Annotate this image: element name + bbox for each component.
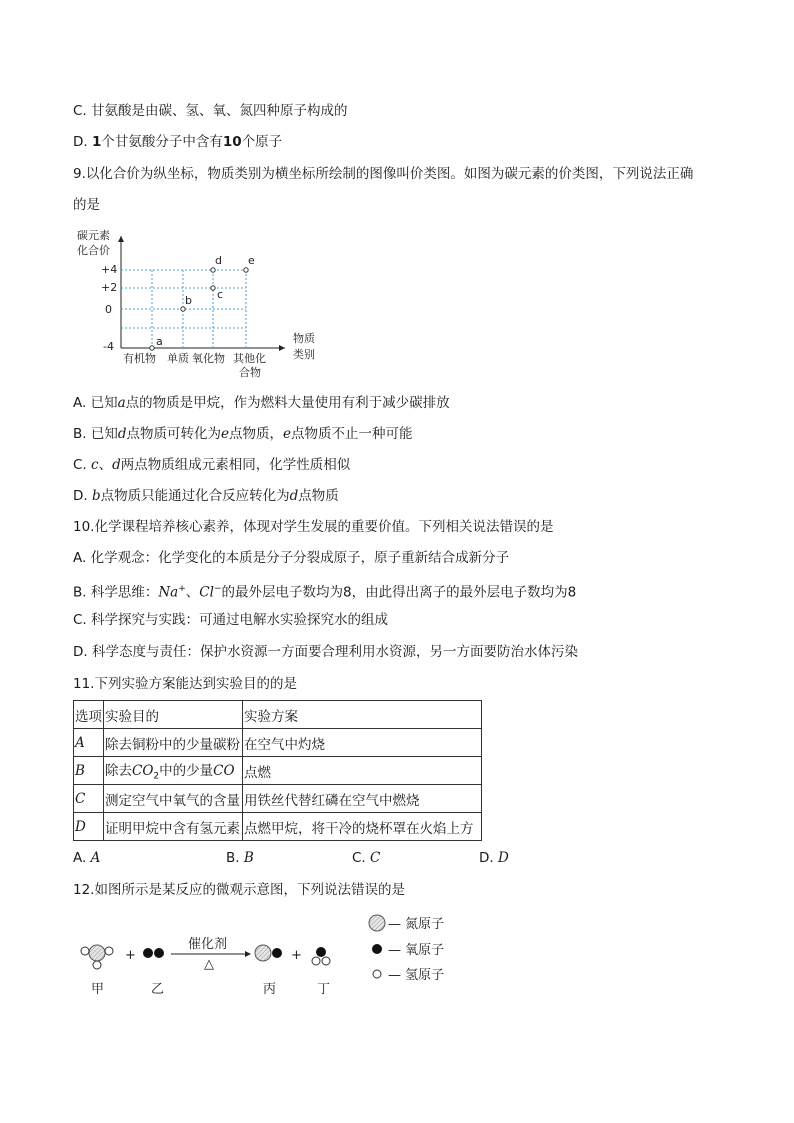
y-axis-label-1: 碳元素	[77, 229, 110, 242]
cell-text: 除去	[105, 763, 132, 780]
table-row	[74, 813, 482, 841]
option-text: A.	[73, 850, 91, 866]
option-text: C.	[352, 850, 371, 866]
molecule-label: 丙	[263, 982, 277, 997]
oxygen-atom	[143, 948, 153, 958]
table-header-row	[74, 701, 482, 729]
oxygen-atom	[272, 948, 282, 958]
point-ref: d	[117, 426, 127, 442]
q12-stem: 12.如图所示是某反应的微观示意图，下列说法错误的是	[73, 882, 405, 898]
legend-label: — 氧原子	[388, 943, 445, 958]
q9-option-d	[73, 486, 339, 506]
nitrogen-atom-legend-icon	[369, 915, 385, 931]
chart-svg	[73, 226, 333, 386]
q10-option-b	[73, 579, 576, 603]
q10-stem: 10.化学课程培养核心素养，体现对学生发展的重要价值。下列相关说法错误的是	[73, 519, 554, 535]
option-text: D.	[479, 850, 498, 866]
reaction-diagram	[73, 905, 493, 1005]
chart-points	[150, 254, 255, 350]
y-axis-label-2: 化合价	[77, 244, 110, 257]
table-cell-purpose: 测定空气中氧气的含量	[104, 785, 243, 813]
formula: CO	[213, 763, 235, 780]
option-prefix: D.	[73, 134, 92, 150]
hydrogen-atom	[312, 957, 320, 965]
data-point-d	[211, 268, 215, 272]
nitrogen-atom	[255, 945, 271, 961]
formula-subscript: 2	[153, 771, 160, 782]
ion-formula: Na	[158, 584, 179, 601]
option-text: 点物质可转化为	[126, 426, 222, 442]
x-category-label: 氧化物	[192, 352, 225, 365]
y-tick-label: 0	[105, 303, 112, 316]
table-row	[74, 785, 482, 813]
x-category-label: 单质	[167, 352, 189, 365]
molecule-jia	[81, 945, 113, 969]
table-cell-plan: 点燃	[243, 757, 482, 785]
q9-stem-line2: 的是	[73, 197, 100, 213]
option-text: 个甘氨酸分子中含有	[101, 134, 223, 150]
x-axis-label-1: 物质	[293, 332, 315, 345]
data-point-label-b: b	[185, 294, 192, 307]
option-text: B. 已知	[73, 426, 118, 442]
hydrogen-atom	[105, 947, 113, 955]
heat-symbol: △	[204, 957, 214, 972]
catalyst-label: 催化剂	[188, 937, 228, 952]
q11-answer-b	[226, 850, 254, 866]
table-row	[74, 757, 482, 785]
table-cell-purpose: 除去铜粉中的少量碳粉	[104, 729, 243, 757]
q8-option-c: C. 甘氨酸是由碳、氢、氧、氮四种原子构成的	[73, 103, 348, 119]
point-ref: e	[283, 426, 292, 442]
reaction-svg	[73, 905, 493, 1005]
option-text: 点的物质是甲烷，作为燃料大量使用有利于减少碳排放	[125, 395, 450, 411]
formula: CO	[132, 763, 154, 780]
point-ref: a	[117, 395, 126, 411]
option-letter: A	[90, 850, 101, 866]
oxygen-atom	[154, 948, 164, 958]
table-cell-key: C	[74, 785, 104, 813]
y-tick-label: +4	[101, 263, 118, 276]
option-letter: B	[243, 850, 254, 866]
plus-sign: +	[291, 948, 302, 963]
molecule-label: 乙	[151, 982, 165, 997]
table-row	[74, 729, 482, 757]
x-category-label: 其他化	[233, 352, 266, 365]
ion-charge: +	[178, 584, 186, 594]
option-letter: D	[497, 850, 509, 866]
table-cell-plan: 用铁丝代替红磷在空气中燃烧	[243, 785, 482, 813]
table-cell-key: D	[74, 813, 104, 841]
x-axis-label-2: 类别	[293, 348, 315, 361]
oxygen-atom-legend-icon	[372, 944, 382, 954]
option-text: 点物质	[298, 488, 339, 504]
legend	[369, 915, 444, 983]
q9-option-b	[73, 424, 413, 444]
q11-answer-c	[352, 850, 380, 866]
oxygen-atom	[316, 947, 326, 957]
table-cell-plan: 点燃甲烷，将干冷的烧杯罩在火焰上方	[243, 813, 482, 841]
molecule-ding	[312, 947, 330, 965]
option-text: 个原子	[241, 134, 283, 150]
option-text: 的最外层电子数均为8，由此得出离子的最外层电子数均为8	[221, 584, 577, 601]
hydrogen-atom	[322, 957, 330, 965]
hydrogen-atom-legend-icon	[373, 970, 381, 978]
data-point-label-d: d	[215, 254, 222, 267]
q11-table	[73, 700, 482, 841]
option-text: A. 已知	[73, 395, 118, 411]
point-ref: b	[91, 488, 101, 504]
cell-text: 中的少量	[159, 763, 214, 780]
q10-option-c: C. 科学探究与实践：可通过电解水实验探究水的组成	[73, 612, 389, 628]
valence-category-chart	[73, 226, 333, 386]
hydrogen-atom	[93, 961, 101, 969]
q11-answer-a	[73, 850, 100, 866]
molecule-label: 甲	[91, 982, 105, 997]
table-cell-purpose: 证明甲烷中含有氢元素	[104, 813, 243, 841]
number: 1	[91, 134, 102, 150]
option-text: B. 科学思维：	[73, 584, 159, 601]
molecule-yi	[143, 948, 164, 958]
table-cell-purpose	[104, 757, 243, 785]
table-header: 选项	[74, 701, 104, 729]
point-ref: e	[221, 426, 230, 442]
data-point-c	[211, 286, 215, 290]
q10-option-a: A. 化学观念：化学变化的本质是分子分裂成原子，原子重新结合成新分子	[73, 550, 510, 566]
ion-charge: −	[213, 584, 222, 594]
q9-option-c	[73, 455, 350, 475]
ion-formula: Cl	[199, 584, 214, 601]
nitrogen-atom	[89, 945, 105, 961]
legend-label: — 氢原子	[388, 968, 445, 983]
option-text: C.	[73, 457, 92, 473]
q11-stem: 11.下列实验方案能达到实验目的的是	[73, 676, 297, 692]
q9-option-a	[73, 393, 450, 413]
data-point-a	[150, 346, 154, 350]
q10-option-d: D. 科学态度与责任：保护水资源一方面要合理利用水资源，另一方面要防治水体污染	[73, 644, 578, 660]
data-point-label-a: a	[156, 335, 163, 348]
option-text: 点物质只能通过化合反应转化为	[100, 488, 290, 504]
molecule-bing	[255, 945, 282, 961]
option-text: 两点物质组成元素相同，化学性质相似	[120, 457, 351, 473]
table-header: 实验目的	[104, 701, 243, 729]
data-point-label-e: e	[248, 254, 255, 267]
y-tick-label: -4	[103, 340, 114, 353]
table-cell-plan: 在空气中灼烧	[243, 729, 482, 757]
option-text: D.	[73, 488, 92, 504]
data-point-label-c: c	[217, 288, 224, 301]
number: 10	[222, 134, 242, 150]
option-text: 点物质不止一种可能	[291, 426, 413, 442]
plus-sign: +	[125, 948, 136, 963]
table-cell-key: B	[74, 757, 104, 785]
point-ref: d	[112, 457, 121, 473]
molecule-label: 丁	[317, 982, 331, 997]
legend-label: — 氮原子	[388, 917, 445, 932]
arrow-head	[245, 951, 251, 957]
table-header: 实验方案	[243, 701, 482, 729]
option-text: 、	[98, 457, 113, 473]
x-category-label: 有机物	[123, 352, 156, 365]
option-letter: C	[370, 850, 381, 866]
hydrogen-atom	[81, 947, 89, 955]
data-point-b	[181, 307, 185, 311]
separator: 、	[185, 584, 200, 601]
y-tick-label: +2	[101, 281, 118, 294]
q9-stem-line1: 9.以化合价为纵坐标，物质类别为横坐标所绘制的图像叫价类图。如图为碳元素的价类图，下列说法正确	[73, 166, 694, 182]
data-point-e	[244, 268, 248, 272]
option-text: 点物质，	[229, 426, 284, 442]
point-ref: c	[91, 457, 99, 473]
q8-option-d	[73, 132, 282, 152]
q11-answer-d	[479, 850, 509, 866]
x-category-label: 合物	[239, 366, 261, 379]
option-text: B.	[226, 850, 244, 866]
table-cell-key: A	[74, 729, 104, 757]
point-ref: d	[289, 488, 299, 504]
